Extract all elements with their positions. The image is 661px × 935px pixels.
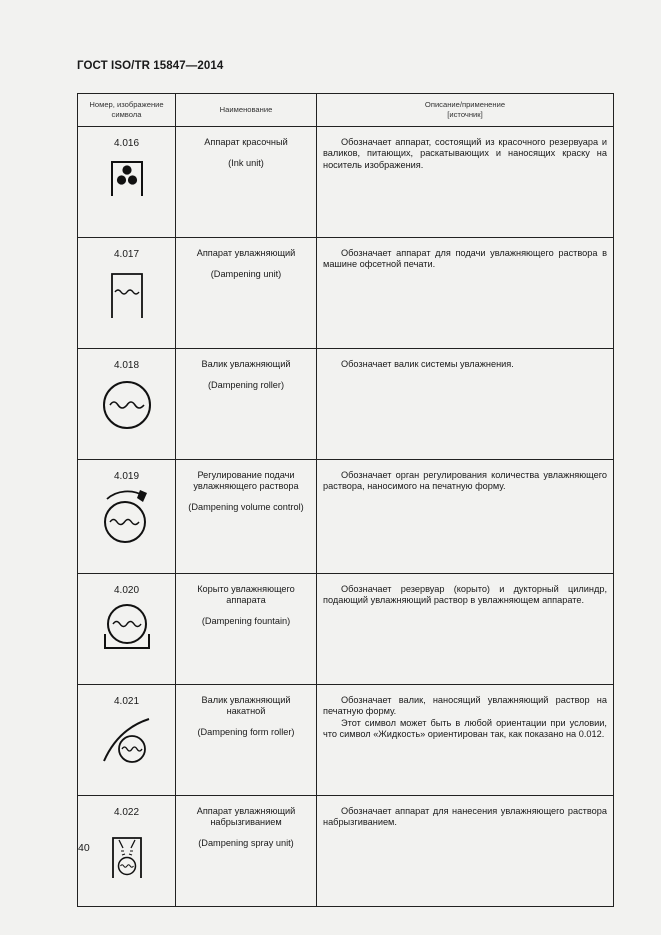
symbol-number: 4.019 (113, 471, 140, 482)
name-cell (176, 127, 317, 238)
description-text: Обозначает резервуар (корыто) и дукторный цилиндр, подающий увлажняющий раствор в увлажняющем аппарате. (323, 584, 607, 606)
dampening-roller-icon (97, 371, 157, 433)
description-text: Обозначает аппарат для нанесения увлажняющего раствора набрызгиванием. (323, 806, 607, 828)
column-header-number: Номер, изображение символа (78, 94, 176, 127)
name-en: (Ink unit) (228, 158, 264, 168)
name-cell (176, 685, 317, 796)
name-en: (Dampening form roller) (197, 727, 295, 737)
table-row (78, 574, 614, 685)
description-cell (317, 127, 614, 238)
column-header-name: Наименование (176, 94, 317, 127)
symbol-cell (78, 685, 176, 796)
name-ru: Аппарат увлажняющий (196, 248, 296, 258)
name-cell (176, 460, 317, 574)
table-row (78, 127, 614, 238)
name-ru: Валик увлажняющий накатной (201, 695, 291, 716)
symbols-table (77, 93, 614, 907)
symbol-cell (78, 349, 176, 460)
symbol-cell (78, 238, 176, 349)
table-row (78, 796, 614, 907)
symbol-number: 4.017 (113, 249, 140, 260)
name-cell (176, 796, 317, 907)
description-note: Этот символ может быть в любой ориентации при условии, что символ «Жидкость» ориентирован так, как показано на 0.012. (323, 717, 607, 740)
table-row (78, 685, 614, 796)
ink-unit-icon (107, 149, 147, 199)
page-number: 40 (78, 842, 90, 854)
symbol-number: 4.016 (113, 138, 140, 149)
name-ru: Регулирование подачи увлажняющего раствора (193, 470, 299, 491)
name-en: (Dampening unit) (210, 269, 282, 279)
symbol-number: 4.018 (113, 360, 140, 371)
description-text: Обозначает аппарат, состоящий из красочного резервуара и валиков, питающих, раскатывающих и наносящих краску на носитель изображения. (323, 137, 607, 170)
description-cell (317, 238, 614, 349)
description-cell (317, 460, 614, 574)
description-text: Обозначает орган регулирования количества увлажняющего раствора, наносимого на печатную форму. (323, 470, 607, 492)
dampening-volume-control-icon (97, 482, 157, 548)
dampening-unit-icon (105, 260, 149, 322)
description-cell (317, 685, 614, 796)
description-text: Обозначает валик, наносящий увлажняющий раствор на печатную форму. (323, 695, 607, 717)
name-ru: Валик увлажняющий (201, 359, 291, 369)
dampening-form-roller-icon (96, 707, 158, 773)
symbol-cell (78, 127, 176, 238)
document-header: ГОСТ ISO/TR 15847—2014 (77, 60, 224, 72)
column-header-description: Описание/применение [источник] (317, 94, 614, 127)
dampening-fountain-icon (97, 596, 157, 660)
table-row (78, 460, 614, 574)
name-en: (Dampening volume control) (188, 502, 304, 512)
table-row (78, 349, 614, 460)
name-ru: Аппарат красочный (204, 137, 288, 147)
symbol-cell (78, 796, 176, 907)
description-cell (317, 574, 614, 685)
dampening-spray-unit-icon (105, 818, 149, 882)
name-ru: Аппарат увлажняющий набрызгиванием (196, 806, 296, 827)
symbol-cell (78, 574, 176, 685)
name-cell (176, 349, 317, 460)
name-en: (Dampening spray unit) (198, 838, 294, 848)
description-cell (317, 796, 614, 907)
name-cell (176, 574, 317, 685)
name-ru: Корыто увлажняющего аппарата (197, 584, 295, 605)
name-en: (Dampening roller) (207, 380, 285, 390)
table-header-row (78, 94, 614, 127)
symbol-number: 4.020 (113, 585, 140, 596)
name-en: (Dampening fountain) (201, 616, 291, 626)
symbol-number: 4.021 (113, 696, 140, 707)
description-text: Обозначает аппарат для подачи увлажняющего раствора в машине офсетной печати. (323, 248, 607, 270)
symbol-cell (78, 460, 176, 574)
table-row (78, 238, 614, 349)
name-cell (176, 238, 317, 349)
description-text: Обозначает валик системы увлажнения. (341, 359, 514, 369)
description-cell (317, 349, 614, 460)
symbol-number: 4.022 (113, 807, 140, 818)
